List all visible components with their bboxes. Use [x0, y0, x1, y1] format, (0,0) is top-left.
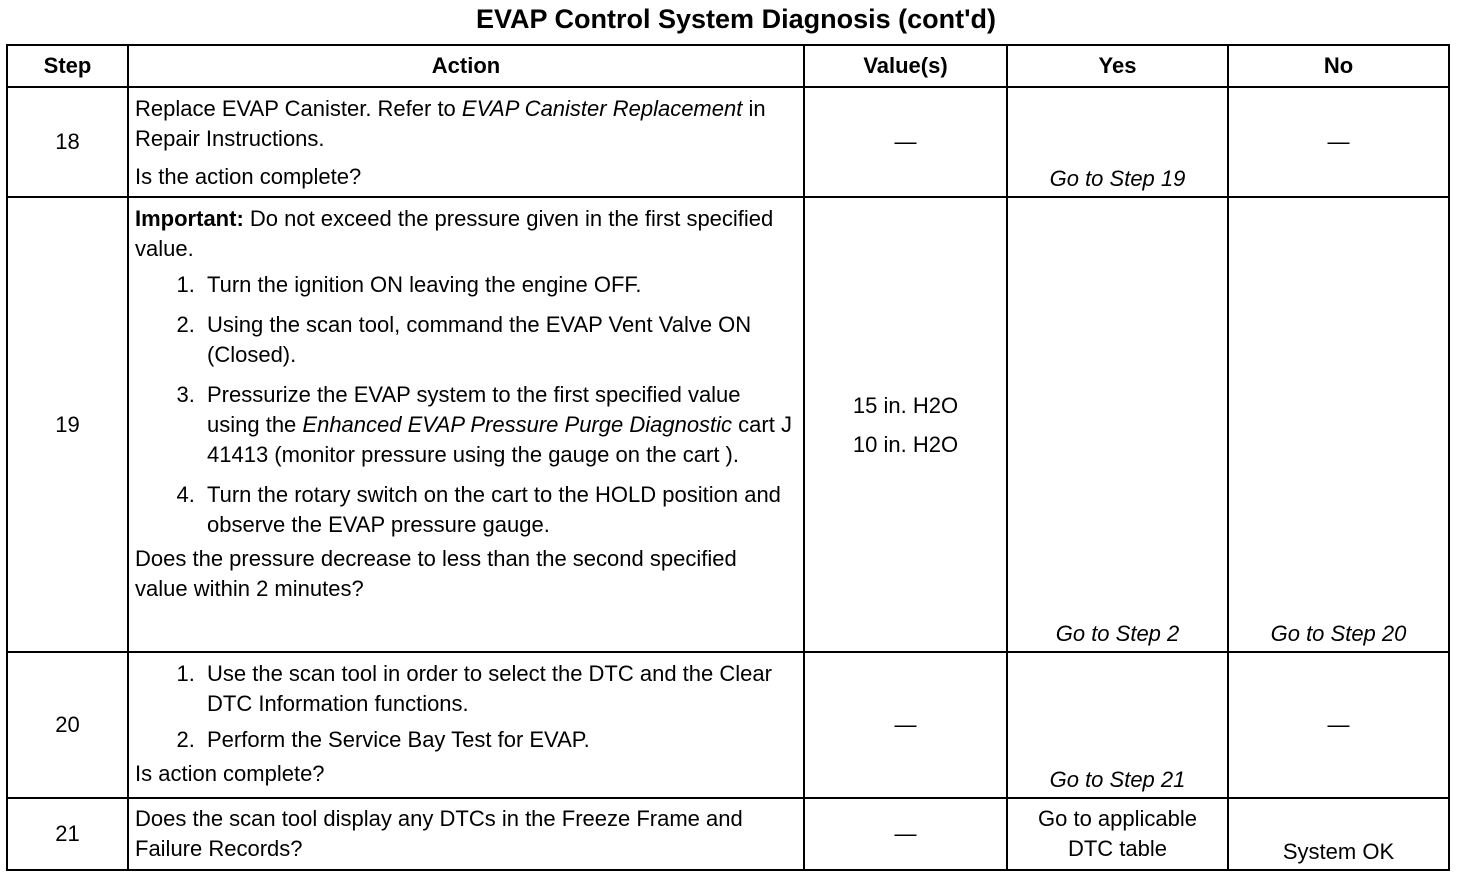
header-step: Step: [7, 45, 128, 87]
list-item-tail: cart J 41413 (monitor pressure using the gauge on the cart ).: [207, 412, 792, 467]
important-label: Important:: [135, 206, 244, 231]
action-question: Does the pressure decrease to less than the second specified value within 2 minutes?: [135, 546, 737, 601]
reference-link-text: EVAP Canister Replacement: [461, 96, 743, 121]
action-cell: [128, 652, 804, 798]
list-item-text: Pressurize the EVAP system to the first specified value using the: [207, 382, 741, 437]
list-item: 2. Using the scan tool, command the EVAP Vent Valve ON (Closed).: [201, 310, 795, 370]
action-question: Is the action complete?: [135, 164, 362, 189]
header-no: No: [1228, 45, 1449, 87]
step-list: [135, 659, 795, 755]
header-yes: Yes: [1007, 45, 1228, 87]
yes-cell: Go to Step 21: [1007, 652, 1228, 798]
action-text: [135, 94, 795, 154]
value-cell: —: [804, 87, 1007, 197]
step-number: 20: [7, 652, 128, 798]
value-cell: —: [804, 652, 1007, 798]
step-number: 19: [7, 197, 128, 652]
action-question: Is action complete?: [135, 761, 325, 786]
list-item: 4. Turn the rotary switch on the cart to the HOLD position and observe the EVAP pressure gauge.: [201, 480, 795, 540]
important-text: Do not exceed the pressure given in the first specified value.: [135, 206, 774, 261]
value-second: 10 in. H2O: [852, 431, 959, 457]
header-values: Value(s): [804, 45, 1007, 87]
diagnosis-table: [6, 44, 1450, 871]
table-row: [7, 87, 1449, 197]
list-item: 1. Use the scan tool in order to select the DTC and the Clear DTC Information functions.: [201, 659, 795, 719]
step-list: [135, 270, 795, 540]
yes-cell: Go to Step 19: [1007, 87, 1228, 197]
value-cell: [804, 197, 1007, 652]
header-action: Action: [128, 45, 804, 87]
action-sentence-tail: in Repair Instructions.: [135, 96, 766, 151]
action-cell: [128, 87, 804, 197]
table-row: [7, 798, 1449, 870]
no-cell: —: [1228, 652, 1449, 798]
action-sentence: Replace EVAP Canister. Refer to: [135, 96, 462, 121]
step-number: 21: [7, 798, 128, 870]
action-cell: Does the scan tool display any DTCs in the Freeze Frame and Failure Records?: [128, 798, 804, 870]
yes-cell: Go to Step 2: [1007, 197, 1228, 652]
important-note: [135, 204, 795, 264]
list-item: 2. Perform the Service Bay Test for EVAP.: [201, 725, 795, 755]
table-row: [7, 652, 1449, 798]
yes-cell: Go to applicable DTC table: [1007, 798, 1228, 870]
value-first: 15 in. H2O: [852, 392, 959, 418]
list-item: 1. Turn the ignition ON leaving the engine OFF.: [201, 270, 795, 300]
reference-link-text: Enhanced EVAP Pressure Purge Diagnostic: [302, 412, 733, 437]
no-cell: Go to Step 20: [1228, 197, 1449, 652]
no-cell: —: [1228, 87, 1449, 197]
table-row: [7, 197, 1449, 652]
document-title: EVAP Control System Diagnosis (cont'd): [476, 4, 996, 34]
value-cell: —: [804, 798, 1007, 870]
step-number: 18: [7, 87, 128, 197]
no-cell: System OK: [1228, 798, 1449, 870]
header-row: [7, 45, 1449, 87]
list-item: [201, 380, 795, 470]
action-cell: [128, 197, 804, 652]
